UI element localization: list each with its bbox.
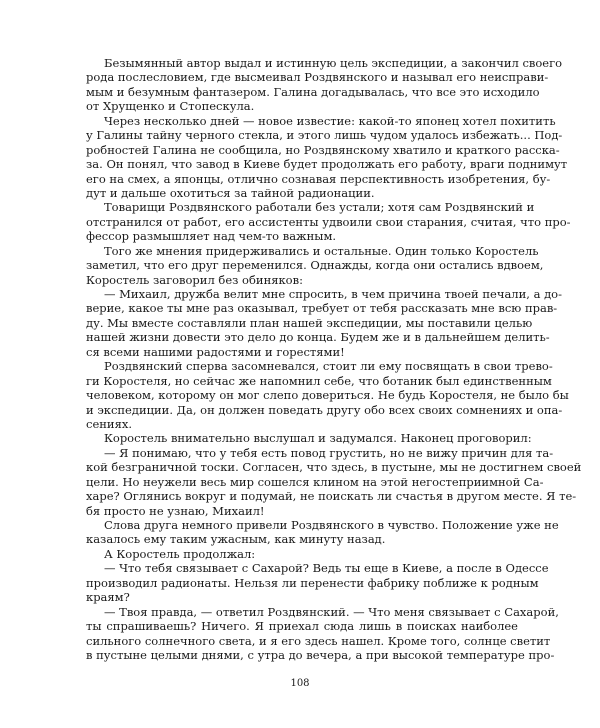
text-line: — Я понимаю, что у тебя есть повод грустить, но не вижу причин для та- — [104, 445, 554, 460]
paragraph — [86, 359, 569, 431]
text-line: нашей жизни довести это дело до конца. Будем же и в дальнейшем делить- — [86, 330, 550, 345]
text-line: ся всеми нашими радостями и горестями! — [86, 344, 345, 359]
text-line: Коростель заговорил без обиняков: — [86, 272, 303, 287]
text-line: верие, какое ты мне раз оказывал, требует от тебя рассказать мне всю прав- — [86, 301, 558, 316]
text-line: его на смех, а японцы, отлично сознавая перспективность изобретения, бу- — [86, 171, 551, 186]
paragraph — [86, 561, 549, 605]
text-line: мым и безумным фантазером. Галина догадывалась, что все это исходило — [86, 84, 540, 99]
text-line: сениях. — [86, 416, 132, 431]
text-line: краям? — [86, 590, 130, 605]
text-line: производил радионаты. Нельзя ли перенести фабрику поближе к родным — [86, 575, 539, 590]
text-line: в пустыне целыми днями, с утра до вечера, а при высокой температуре про- — [86, 647, 555, 662]
paragraph — [86, 113, 568, 201]
text-line: дут и дальше охотиться за тайной радионации. — [86, 185, 375, 200]
paragraph — [86, 547, 518, 561]
text-line: ги Коростеля, но сейчас же напомнил себе, что ботаник был единственным — [86, 373, 552, 388]
text-line: цели. Но неужели весь мир сошелся клином на этой негостеприимной Са- — [86, 474, 544, 489]
paragraph — [86, 518, 559, 547]
text-line: — Твоя правда, — ответил Роздвянский. — Что меня связывает с Сахарой, — [104, 604, 559, 619]
text-line: — Михаил, дружба велит мне спросить, в чем причина твоей печали, а до- — [104, 287, 562, 301]
text-line: Безымянный автор выдал и истинную цель экспедиции, а закончил своего — [104, 56, 563, 70]
text-line: А Коростель продолжал: — [104, 546, 256, 561]
text-line: бя просто не узнаю, Михаил! — [86, 503, 265, 518]
text-line: Слова друга немного привели Роздвянского в чувство. Положение уже не — [104, 518, 559, 532]
text-line: Коростель внимательно выслушал и задумался. Наконец проговорил: — [104, 431, 532, 446]
text-line: от Хрущенко и Стопескула. — [86, 99, 255, 114]
page-number: 108 — [290, 678, 310, 689]
text-line: Роздвянский сперва засомневался, стоит ли ему посвящать в свои трево- — [104, 359, 553, 374]
text-line: фессор размышляет над чем-то важным. — [86, 229, 337, 244]
text-line: и экспедиции. Да, он должен поведать другу обо всех своих сомнениях и опа- — [86, 402, 563, 417]
text-line: у Галины тайну черного стекла, и этого лишь чудом удалось избежать... Под- — [86, 128, 563, 143]
text-line: — Что тебя связывает с Сахарой? Ведь ты еще в Киеве, а после в Одессе — [104, 561, 549, 576]
text-line: человеком, которому он мог слепо довериться. Не будь Коростеля, не было бы — [86, 388, 569, 403]
paragraph — [86, 287, 562, 359]
text-line: ду. Мы вместе составляли план нашей экспедиции, мы поставили целью — [86, 315, 533, 330]
text-line: кой безграничной тоски. Согласен, что здесь, в пустыне, мы не достигнем своей — [86, 460, 582, 475]
text-line: ты спрашиваешь? Ничего. Я приехал сюда лишь в поисках наиболее — [86, 619, 518, 634]
paragraph — [86, 431, 532, 446]
text-line: казалось ему таким ужасным, как минуту назад. — [86, 532, 386, 547]
text-line: Товарищи Роздвянского работали без устали; хотя сам Роздвянский и — [104, 200, 535, 215]
text-line: рода послесловием, где высмеивал Роздвянского и называл его неисправи- — [86, 70, 549, 85]
paragraph — [86, 200, 571, 244]
text-line: заметил, что его друг переменился. Однажды, когда они остались вдвоем, — [86, 258, 544, 273]
text-line: харе? Оглянись вокруг и подумай, не поискать ли счастья в другом месте. Я те- — [86, 489, 577, 504]
page-body-text — [86, 56, 582, 662]
text-line: за. Он понял, что завод в Киеве будет продолжать его работу, враги поднимут — [86, 157, 568, 172]
paragraph — [86, 604, 559, 663]
text-line: Того же мнения придерживались и остальные. Один только Коростель — [104, 243, 539, 258]
paragraph — [86, 445, 582, 518]
text-line: Через несколько дней — новое известие: какой-то японец хотел похитить — [104, 113, 556, 128]
paragraph — [86, 56, 563, 114]
text-line: робностей Галина не сообщила, но Роздвянскому хватило и краткого расска- — [86, 142, 560, 157]
text-line: отстранился от работ, его ассистенты удвоили свои старания, считая, что про- — [86, 214, 571, 229]
text-line: сильного солнечного света, и я его здесь нашел. Кроме того, солнце светит — [86, 633, 551, 648]
paragraph — [86, 243, 544, 287]
